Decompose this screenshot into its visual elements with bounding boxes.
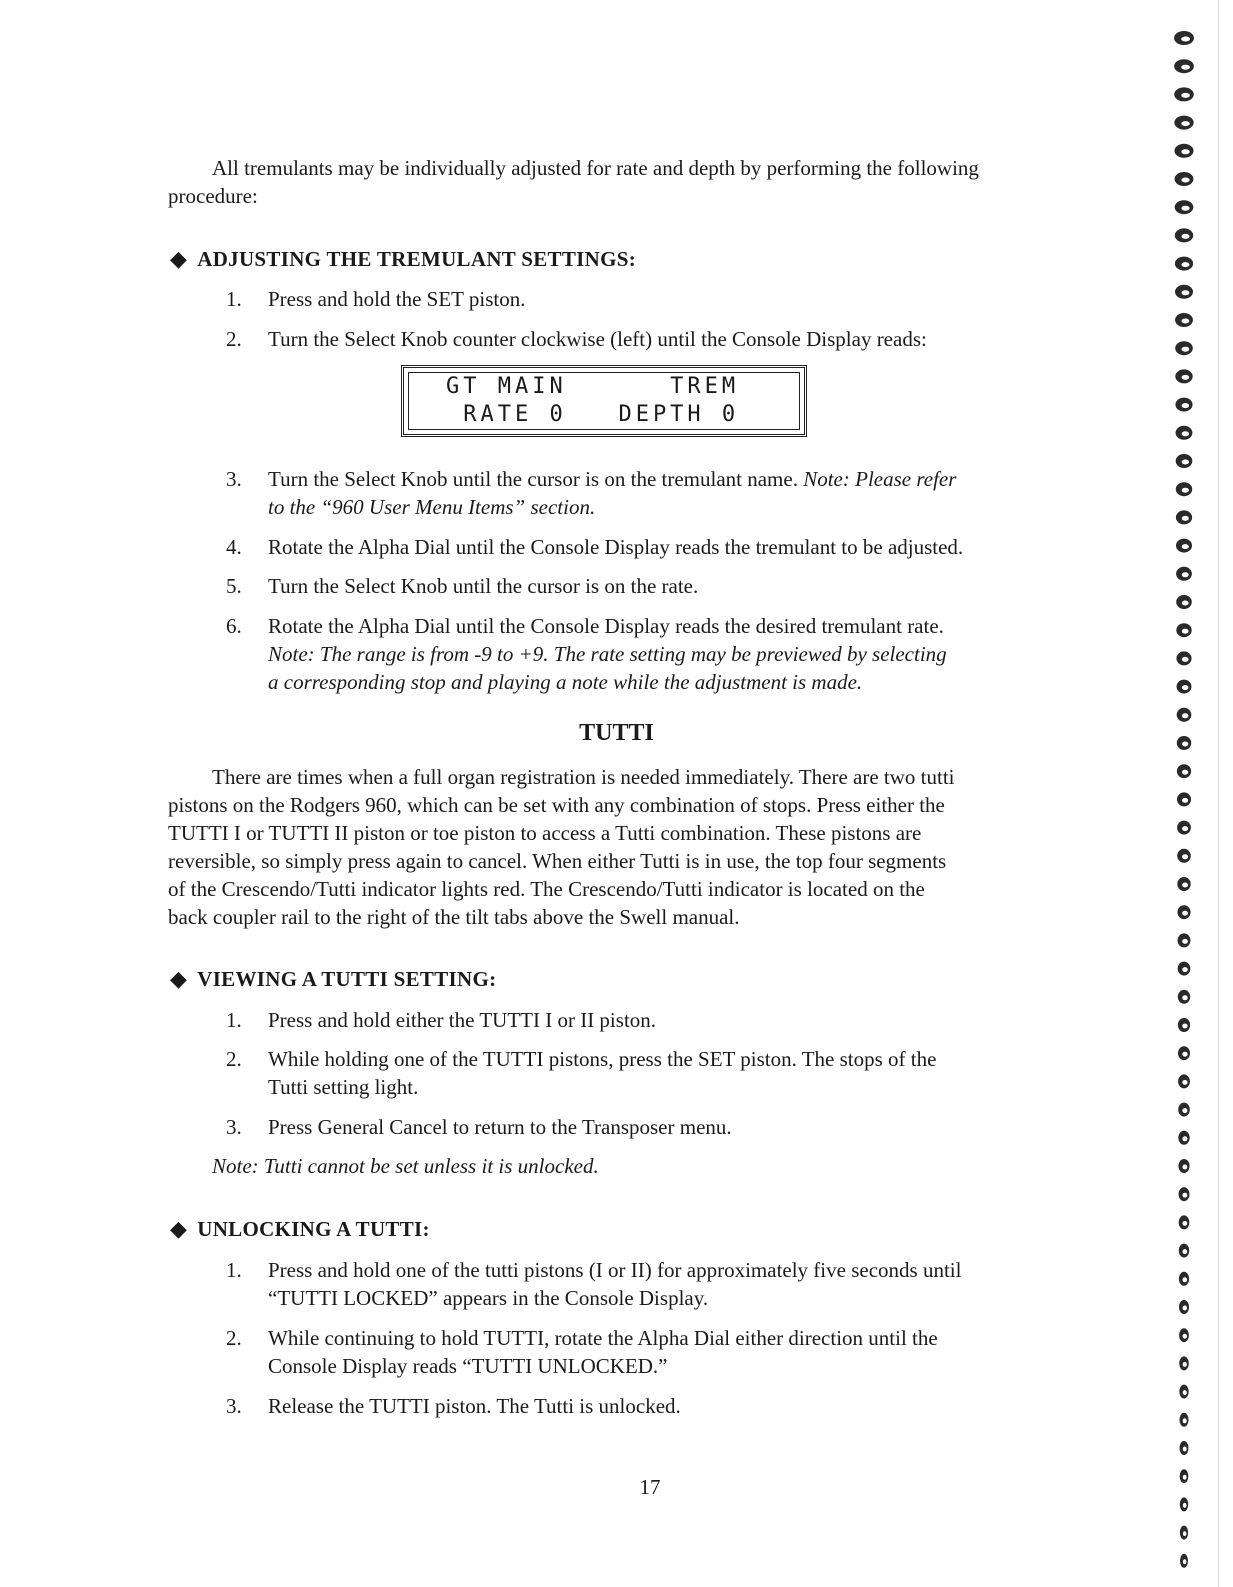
diamond-bullet-icon: ◆ <box>170 246 188 271</box>
binding-ring <box>1175 257 1193 271</box>
heading-text: UNLOCKING A TUTTI: <box>197 1217 430 1241</box>
console-display-line-2: RATE 0 DEPTH 0 <box>446 402 740 427</box>
binding-ring <box>1179 1187 1190 1201</box>
list-note: Note: The range is from -9 to +9. The rate setting may be previewed by selecting <box>268 642 947 666</box>
spiral-binding-icon <box>1170 20 1210 1580</box>
list-text: Rotate the Alpha Dial until the Console Display reads the tremulant to be adjusted. <box>268 535 964 559</box>
binding-ring <box>1178 933 1191 947</box>
list-text: Press and hold the SET piston. <box>268 287 526 311</box>
binding-ring <box>1178 1074 1190 1088</box>
list-text: Turn the Select Knob until the cursor is on the tremulant name. <box>268 467 798 491</box>
tutti-para-line: TUTTI I or TUTTI II piston or toe piston to access a Tutti combination. These pistons are <box>168 821 922 845</box>
page-number: 17 <box>639 1475 661 1499</box>
binding-ring <box>1180 1469 1189 1483</box>
binding-ring <box>1174 144 1193 158</box>
binding-ring <box>1177 792 1191 806</box>
binding-ring <box>1175 398 1192 412</box>
list-text: “TUTTI LOCKED” appears in the Console Display. <box>268 1286 709 1310</box>
binding-ring <box>1179 1413 1188 1427</box>
binding-ring <box>1179 1244 1189 1258</box>
tutti-para-line: There are times when a full organ registration is needed immediately. There are two tutti <box>212 765 955 789</box>
binding-ring <box>1176 651 1191 665</box>
list-item <box>226 1045 1126 1101</box>
list-item <box>226 325 1126 353</box>
section-heading-adjusting <box>170 246 636 272</box>
list-text: While holding one of the TUTTI pistons, press the SET piston. The stops of the <box>268 1047 937 1071</box>
list-item <box>226 465 1126 521</box>
list-text: While continuing to hold TUTTI, rotate the Alpha Dial either direction until the <box>268 1326 938 1350</box>
list-number: 4. <box>226 535 242 559</box>
binding-ring <box>1175 172 1194 186</box>
binding-ring <box>1180 1526 1188 1540</box>
binding-ring <box>1175 200 1194 214</box>
list-number: 3. <box>226 467 242 491</box>
binding-ring <box>1176 426 1193 440</box>
binding-ring <box>1179 1215 1190 1229</box>
binding-ring <box>1174 87 1194 101</box>
binding-ring <box>1174 116 1193 130</box>
binding-ring <box>1175 228 1193 242</box>
list-number: 3. <box>226 1115 242 1139</box>
intro-line-1: All tremulants may be individually adjusted for rate and depth by performing the following <box>212 156 979 180</box>
list-number: 5. <box>226 574 242 598</box>
diamond-bullet-icon: ◆ <box>170 1216 188 1241</box>
section-title-tutti: TUTTI <box>579 720 654 746</box>
section-heading-viewing <box>170 966 496 992</box>
list-number: 1. <box>226 1008 242 1032</box>
binding-ring <box>1178 1131 1189 1145</box>
binding-ring <box>1178 1046 1190 1060</box>
viewing-note: Note: Tutti cannot be set unless it is unlocked. <box>212 1154 599 1178</box>
list-text: Press and hold one of the tutti pistons (I or II) for approximately five seconds until <box>268 1258 962 1282</box>
list-number: 2. <box>226 1047 242 1071</box>
list-text: Turn the Select Knob counter clockwise (left) until the Console Display reads: <box>268 327 927 351</box>
binding-ring <box>1180 1554 1188 1568</box>
tutti-para-line: of the Crescendo/Tutti indicator lights red. The Crescendo/Tutti indicator is located on the <box>168 877 925 901</box>
binding-ring <box>1178 1103 1190 1117</box>
binding-ring <box>1177 849 1191 863</box>
binding-ring <box>1175 313 1193 327</box>
binding-ring <box>1180 1497 1188 1511</box>
list-number: 1. <box>226 287 242 311</box>
heading-text: VIEWING A TUTTI SETTING: <box>197 967 497 991</box>
list-text: Rotate the Alpha Dial until the Console Display reads the desired tremulant rate. <box>268 614 944 638</box>
binding-ring <box>1176 623 1191 637</box>
list-number: 2. <box>226 327 242 351</box>
binding-ring <box>1178 1159 1189 1173</box>
binding-ring <box>1178 1018 1190 1032</box>
binding-ring <box>1177 821 1191 835</box>
tutti-para-line: pistons on the Rodgers 960, which can be set with any combination of stops. Press either the <box>168 793 945 817</box>
heading-text: ADJUSTING THE TREMULANT SETTINGS: <box>197 247 637 271</box>
list-text: Release the TUTTI piston. The Tutti is unlocked. <box>268 1394 681 1418</box>
list-number: 2. <box>226 1326 242 1350</box>
list-note: Note: Please refer <box>803 467 957 491</box>
binding-ring <box>1176 510 1192 524</box>
binding-ring <box>1177 764 1191 778</box>
intro-line-2: procedure: <box>168 184 258 208</box>
tutti-para-line: reversible, so simply press again to cancel. When either Tutti is in use, the top four segments <box>168 849 947 873</box>
list-note: a corresponding stop and playing a note while the adjustment is made. <box>268 670 863 694</box>
binding-ring <box>1179 1328 1189 1342</box>
binding-ring <box>1175 285 1193 299</box>
binding-ring <box>1175 369 1192 383</box>
binding-ring <box>1178 990 1190 1004</box>
binding-ring <box>1179 1356 1189 1370</box>
binding-ring <box>1180 1441 1189 1455</box>
console-display <box>401 365 807 437</box>
list-item <box>226 1256 1126 1312</box>
list-item <box>226 1006 1126 1034</box>
tutti-para-line: back coupler rail to the right of the tilt tabs above the Swell manual. <box>168 905 740 929</box>
binding-ring <box>1175 341 1193 355</box>
list-item <box>226 572 1126 600</box>
binding-ring <box>1174 31 1194 45</box>
list-number: 3. <box>226 1394 242 1418</box>
list-item <box>226 612 1126 696</box>
console-display-line-1: GT MAIN TREM <box>446 374 740 399</box>
diamond-bullet-icon: ◆ <box>170 966 188 991</box>
binding-ring <box>1179 1385 1188 1399</box>
binding-ring <box>1178 962 1191 976</box>
list-item <box>226 533 1126 561</box>
section-heading-unlocking <box>170 1216 430 1242</box>
list-item <box>226 1324 1126 1380</box>
list-text: Console Display reads “TUTTI UNLOCKED.” <box>268 1354 668 1378</box>
binding-ring <box>1176 482 1192 496</box>
list-note: to the “960 User Menu Items” section. <box>268 495 596 519</box>
list-item <box>226 285 1126 313</box>
binding-ring <box>1176 595 1192 609</box>
binding-ring <box>1176 567 1192 581</box>
binding-ring <box>1179 1300 1189 1314</box>
list-text: Tutti setting light. <box>268 1075 419 1099</box>
list-text: Press and hold either the TUTTI I or II piston. <box>268 1008 657 1032</box>
list-number: 1. <box>226 1258 242 1282</box>
binding-ring <box>1177 877 1190 891</box>
binding-ring <box>1177 736 1191 750</box>
list-text: Press General Cancel to return to the Transposer menu. <box>268 1115 732 1139</box>
binding-ring <box>1177 905 1190 919</box>
page-edge <box>1218 0 1219 1587</box>
binding-ring <box>1176 539 1192 553</box>
list-text: Turn the Select Knob until the cursor is on the rate. <box>268 574 699 598</box>
binding-ring <box>1177 708 1192 722</box>
binding-ring <box>1174 59 1194 73</box>
list-item <box>226 1392 1126 1420</box>
binding-ring <box>1179 1272 1189 1286</box>
list-item <box>226 1113 1126 1141</box>
list-number: 6. <box>226 614 242 638</box>
binding-ring <box>1177 680 1192 694</box>
binding-ring <box>1176 454 1193 468</box>
